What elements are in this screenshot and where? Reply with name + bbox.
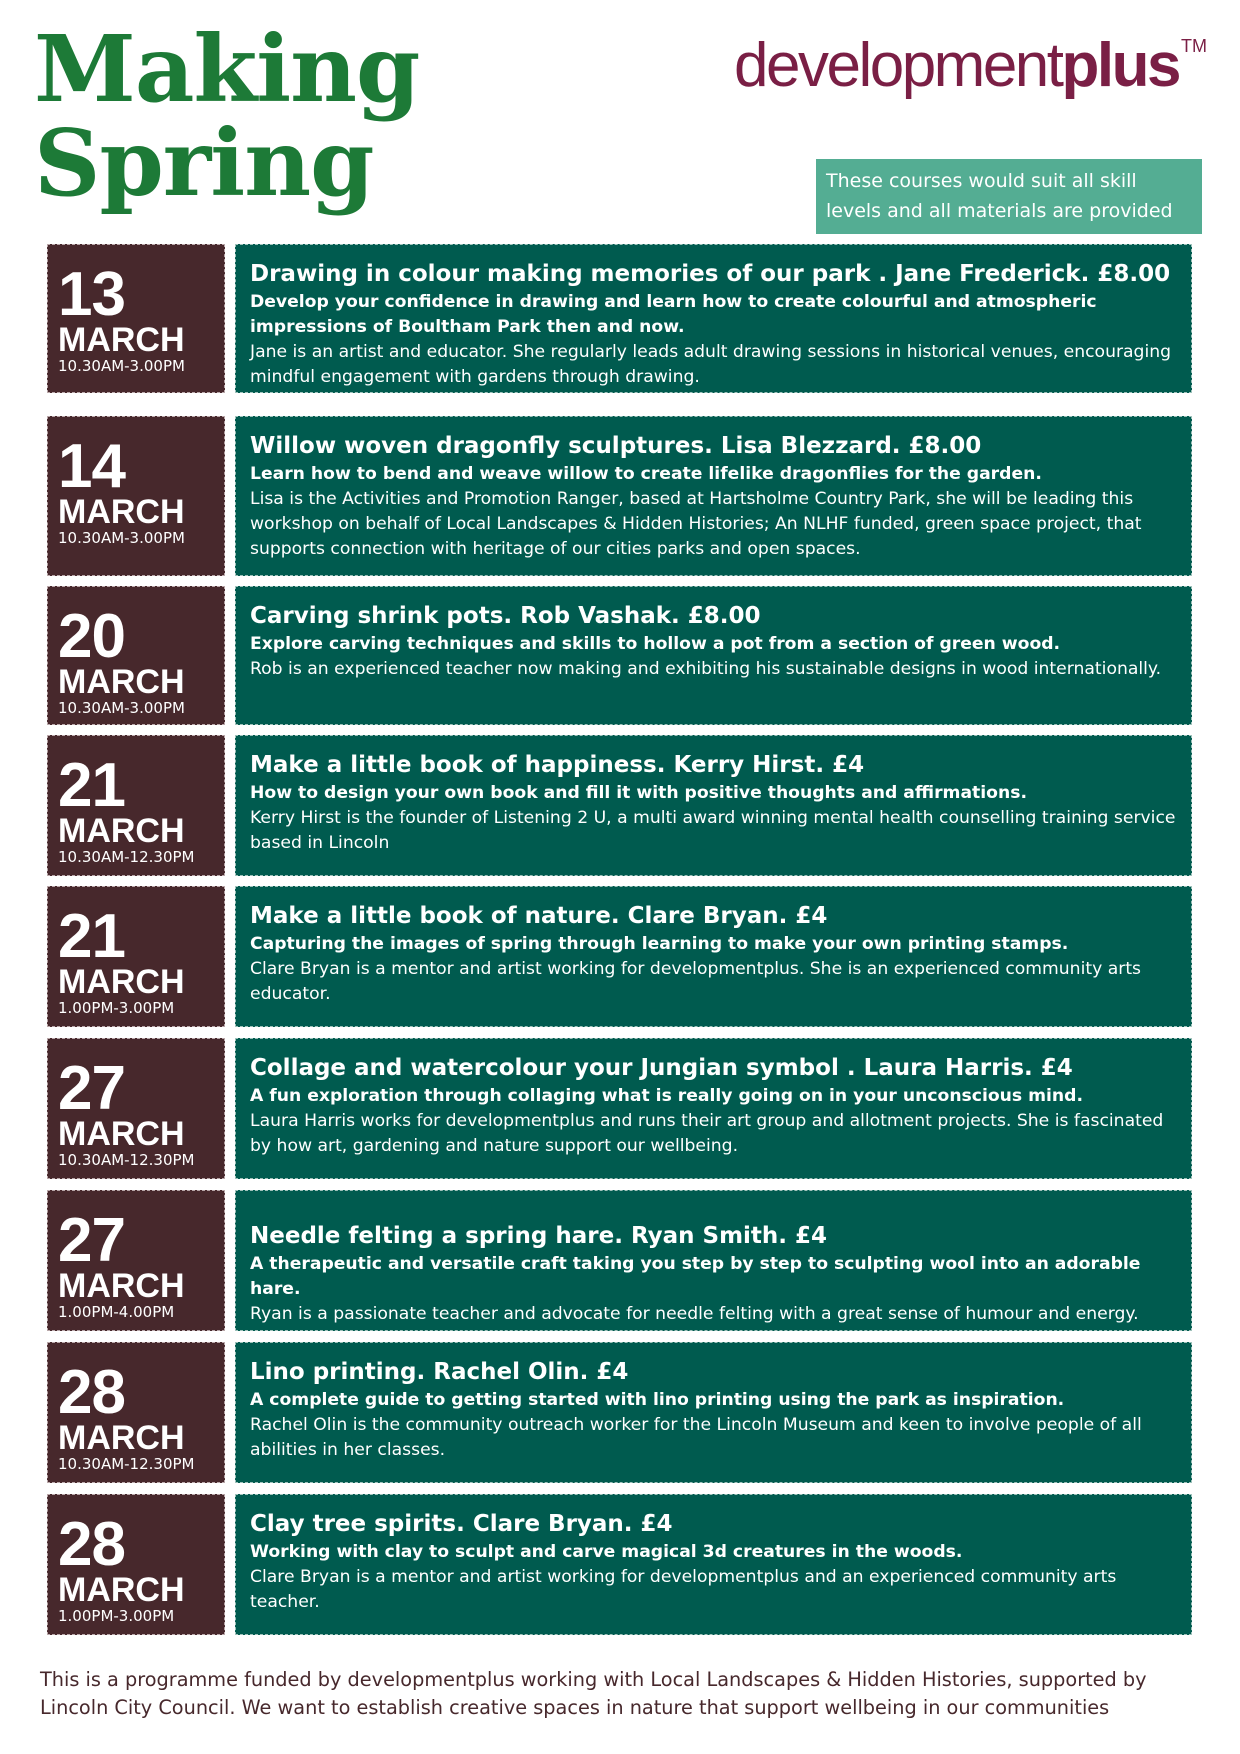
title-line-1: Making bbox=[34, 15, 420, 123]
event-time: 1.00PM-3.00PM bbox=[58, 999, 175, 1017]
event-heading: Clay tree spirits. Clare Bryan. £4 bbox=[250, 1511, 673, 1537]
event-description: Ryan is a passionate teacher and advocate for needle felting with a great sense of humour and energy. bbox=[250, 1304, 1139, 1324]
event-info bbox=[235, 886, 1192, 1027]
event-date bbox=[47, 1190, 225, 1331]
event-heading: Collage and watercolour your Jungian symbol . Laura Harris. £4 bbox=[250, 1055, 1073, 1081]
event-info bbox=[235, 1190, 1192, 1331]
event-month: MARCH bbox=[58, 812, 185, 850]
event-heading: Lino printing. Rachel Olin. £4 bbox=[250, 1359, 629, 1385]
event-info bbox=[235, 1038, 1192, 1179]
event-time: 10.30AM-12.30PM bbox=[58, 848, 195, 866]
event-day: 28 bbox=[58, 1510, 125, 1579]
title-line-2: Spring bbox=[34, 109, 374, 217]
event-description: Clare Bryan is a mentor and artist working for developmentplus and an experienced community arts teacher. bbox=[250, 1567, 1117, 1612]
event-description: Kerry Hirst is the founder of Listening 2 U, a multi award winning mental health counselling training service based in Lincoln bbox=[250, 808, 1176, 853]
event-row bbox=[47, 1038, 1192, 1179]
event-row bbox=[47, 735, 1192, 876]
event-date bbox=[47, 1342, 225, 1483]
event-date bbox=[47, 1494, 225, 1635]
event-time: 10.30AM-3.00PM bbox=[58, 529, 185, 547]
event-subheading: How to design your own book and fill it with positive thoughts and affirmations. bbox=[250, 783, 1027, 803]
event-subheading: Learn how to bend and weave willow to create lifelike dragonflies for the garden. bbox=[250, 464, 1042, 484]
event-day: 20 bbox=[58, 602, 125, 671]
event-time: 1.00PM-4.00PM bbox=[58, 1303, 175, 1321]
event-date bbox=[47, 416, 225, 576]
skill-level-note: These courses would suit all skill levels and all materials are provided bbox=[816, 159, 1202, 234]
logo-trademark: TM bbox=[1180, 36, 1207, 56]
event-month: MARCH bbox=[58, 1571, 185, 1609]
event-heading: Make a little book of nature. Clare Bryan. £4 bbox=[250, 903, 828, 929]
event-subheading: Explore carving techniques and skills to hollow a pot from a section of green wood. bbox=[250, 634, 1061, 654]
event-info bbox=[235, 1494, 1192, 1635]
event-time: 10.30AM-12.30PM bbox=[58, 1455, 195, 1473]
event-month: MARCH bbox=[58, 493, 185, 531]
event-description: Clare Bryan is a mentor and artist working for developmentplus. She is an experienced community arts educator. bbox=[250, 959, 1142, 1004]
page-title bbox=[34, 15, 420, 217]
event-day: 21 bbox=[58, 751, 125, 820]
event-time: 10.30AM-3.00PM bbox=[58, 699, 185, 717]
event-time: 10.30AM-3.00PM bbox=[58, 357, 185, 375]
event-info bbox=[235, 1342, 1192, 1483]
event-subheading: A complete guide to getting started with lino printing using the park as inspiration. bbox=[250, 1390, 1065, 1410]
event-info bbox=[235, 416, 1192, 576]
event-subheading: Working with clay to sculpt and carve magical 3d creatures in the woods. bbox=[250, 1542, 963, 1562]
developmentplus-logo bbox=[734, 30, 1207, 101]
event-row bbox=[47, 1342, 1192, 1483]
event-day: 27 bbox=[58, 1206, 125, 1275]
event-day: 28 bbox=[58, 1358, 125, 1427]
event-row bbox=[47, 1190, 1192, 1331]
event-heading: Make a little book of happiness. Kerry Hirst. £4 bbox=[250, 752, 865, 778]
event-date bbox=[47, 586, 225, 725]
event-info bbox=[235, 244, 1192, 393]
funding-statement: This is a programme funded by developmentplus working with Local Landscapes & Hidden Histories, supported by Lincoln City Council. We want to establish creative spaces in nature that support wellbeing in our communities bbox=[40, 1668, 1147, 1719]
event-info bbox=[235, 735, 1192, 876]
event-subheading: Develop your confidence in drawing and learn how to create colourful and atmospheric impressions of Boultham Park then and now. bbox=[250, 292, 1097, 337]
event-subheading: Capturing the images of spring through learning to make your own printing stamps. bbox=[250, 934, 1069, 954]
event-month: MARCH bbox=[58, 663, 185, 701]
event-row bbox=[47, 1494, 1192, 1635]
event-day: 13 bbox=[58, 260, 125, 329]
logo-main-text: development bbox=[734, 31, 1062, 100]
event-description: Jane is an artist and educator. She regularly leads adult drawing sessions in historical venues, encouraging mindful engagement with gardens through drawing. bbox=[250, 342, 1172, 387]
event-subheading: A therapeutic and versatile craft taking you step by step to sculpting wool into an adorable hare. bbox=[250, 1254, 1141, 1299]
event-month: MARCH bbox=[58, 1267, 185, 1305]
event-heading: Willow woven dragonfly sculptures. Lisa Blezzard. £8.00 bbox=[250, 433, 982, 459]
event-subheading: A fun exploration through collaging what is really going on in your unconscious mind. bbox=[250, 1086, 1083, 1106]
event-month: MARCH bbox=[58, 1115, 185, 1153]
event-day: 21 bbox=[58, 902, 125, 971]
event-heading: Carving shrink pots. Rob Vashak. £8.00 bbox=[250, 603, 761, 629]
logo-bold-text: plus bbox=[1061, 31, 1179, 100]
event-date bbox=[47, 244, 225, 393]
event-heading: Needle felting a spring hare. Ryan Smith. £4 bbox=[250, 1223, 828, 1249]
event-month: MARCH bbox=[58, 963, 185, 1001]
event-description: Rob is an experienced teacher now making and exhibiting his sustainable designs in wood internationally. bbox=[250, 659, 1162, 679]
event-time: 1.00PM-3.00PM bbox=[58, 1607, 175, 1625]
event-description: Lisa is the Activities and Promotion Ranger, based at Hartsholme Country Park, she will be leading this workshop on behalf of Local Landscapes & Hidden Histories; An NLHF funded, green space project, that supports connection with heritage of our cities parks and open spaces. bbox=[250, 489, 1142, 559]
event-row bbox=[47, 886, 1192, 1027]
event-info bbox=[235, 586, 1192, 725]
event-row bbox=[47, 586, 1192, 725]
event-date bbox=[47, 886, 225, 1027]
event-day: 14 bbox=[58, 432, 125, 501]
event-description: Rachel Olin is the community outreach worker for the Lincoln Museum and keen to involve people of all abilities in her classes. bbox=[250, 1415, 1142, 1460]
event-month: MARCH bbox=[58, 321, 185, 359]
event-row bbox=[47, 244, 1192, 393]
event-row bbox=[47, 416, 1192, 576]
event-date bbox=[47, 1038, 225, 1179]
event-heading: Drawing in colour making memories of our park . Jane Frederick. £8.00 bbox=[250, 261, 1171, 287]
event-description: Laura Harris works for developmentplus and runs their art group and allotment projects. She is fascinated by how art, gardening and nature support our wellbeing. bbox=[250, 1111, 1164, 1156]
event-time: 10.30AM-12.30PM bbox=[58, 1151, 195, 1169]
event-day: 27 bbox=[58, 1054, 125, 1123]
event-date bbox=[47, 735, 225, 876]
event-month: MARCH bbox=[58, 1419, 185, 1457]
